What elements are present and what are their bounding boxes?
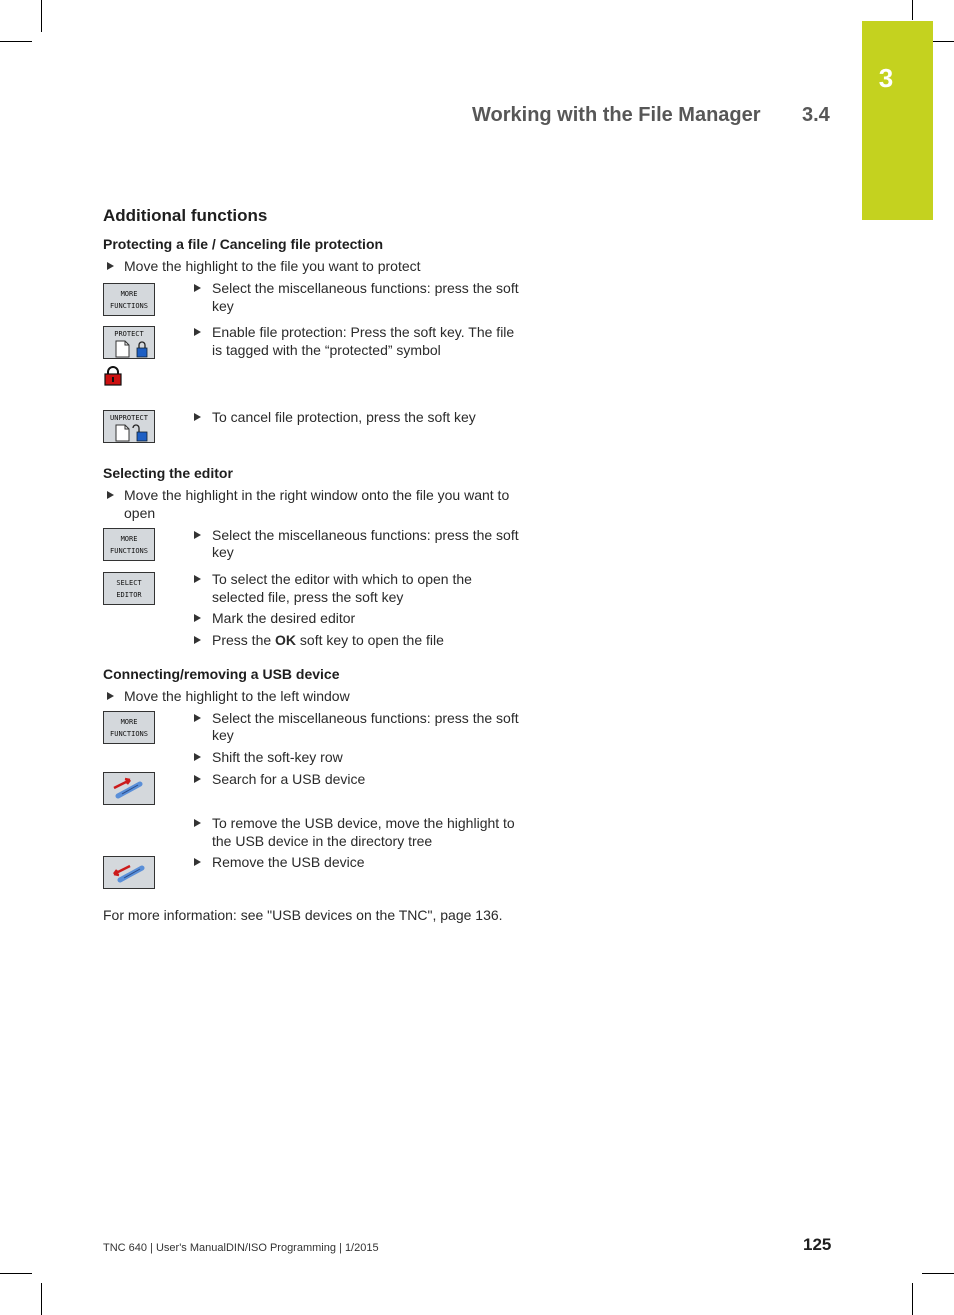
section-heading: Additional functions [103, 206, 268, 225]
chapter-tab [862, 21, 933, 220]
page-header-title: Working with the File Manager [472, 104, 761, 126]
bullet-arrow-icon [107, 692, 114, 700]
bullet-arrow-icon [107, 491, 114, 499]
bullet-arrow-icon [194, 328, 201, 336]
usb-step-1: Move the highlight to the left window [124, 688, 350, 704]
bullet-arrow-icon [194, 753, 201, 761]
footer-text: TNC 640 | User's ManualDIN/ISO Programming | 1/2015 [103, 1242, 379, 1254]
bullet-arrow-icon [194, 614, 201, 622]
crop-mark [41, 1283, 42, 1315]
more-info-text: For more information: see "USB devices on the TNC", page 136. [103, 907, 503, 923]
usb-heading: Connecting/removing a USB device [103, 666, 340, 682]
softkey-label: MORE [120, 535, 138, 543]
usb-connect-icon [110, 776, 150, 802]
usb-step-2b: key [212, 727, 234, 743]
protected-lock-icon [103, 366, 123, 386]
editor-step-1b: open [124, 505, 156, 521]
more-functions-softkey[interactable] [103, 283, 155, 316]
more-functions-softkey[interactable] [103, 528, 155, 561]
crop-mark [41, 0, 42, 32]
editor-heading: Selecting the editor [103, 465, 233, 481]
protect-softkey[interactable] [103, 326, 155, 359]
usb-step-2a: Select the miscellaneous functions: press the soft [212, 710, 519, 726]
editor-step-2a: Select the miscellaneous functions: press the soft [212, 527, 519, 543]
bullet-arrow-icon [194, 636, 201, 644]
editor-step-2b: key [212, 544, 234, 560]
crop-mark [912, 0, 913, 20]
editor-step-4: Mark the desired editor [212, 610, 356, 626]
editor-step-1a: Move the highlight in the right window onto the file you want to [124, 487, 510, 503]
softkey-label: UNPROTECT [110, 414, 148, 422]
editor-step-3a: To select the editor with which to open the [212, 571, 472, 587]
protect-step-2b: key [212, 298, 234, 314]
protect-step-1: Move the highlight to the file you want to protect [124, 258, 421, 274]
bullet-arrow-icon [194, 714, 201, 722]
protect-heading: Protecting a file / Canceling file protection [103, 236, 384, 252]
page-header-section: 3.4 [802, 104, 830, 126]
softkey-label: FUNCTIONS [110, 730, 148, 738]
usb-step-5b: the USB device in the directory tree [212, 833, 433, 849]
search-usb-softkey[interactable] [103, 772, 155, 805]
crop-mark [0, 41, 32, 42]
softkey-label: FUNCTIONS [110, 302, 148, 310]
usb-step-3: Shift the soft-key row [212, 749, 343, 765]
bullet-arrow-icon [194, 284, 201, 292]
remove-usb-softkey[interactable] [103, 856, 155, 889]
ok-key-label: OK [275, 632, 297, 648]
usb-step-5a: To remove the USB device, move the highlight to [212, 815, 515, 831]
usb-remove-icon [110, 860, 150, 886]
softkey-label: MORE [120, 290, 138, 298]
bullet-arrow-icon [194, 531, 201, 539]
editor-step-5-pre: Press the [212, 632, 276, 648]
softkey-label: SELECT [116, 579, 142, 587]
softkey-label: PROTECT [114, 330, 144, 338]
bullet-arrow-icon [194, 775, 201, 783]
file-lock-icon [114, 340, 148, 358]
bullet-arrow-icon [194, 819, 201, 827]
editor-step-5 [212, 631, 444, 649]
crop-mark [0, 1273, 32, 1274]
unprotect-softkey[interactable] [103, 410, 155, 443]
softkey-label: FUNCTIONS [110, 547, 148, 555]
bullet-arrow-icon [194, 858, 201, 866]
editor-step-5-post: soft key to open the file [296, 632, 444, 648]
more-functions-softkey[interactable] [103, 711, 155, 744]
softkey-label: MORE [120, 718, 138, 726]
bullet-arrow-icon [194, 575, 201, 583]
page-number: 125 [803, 1235, 832, 1254]
chapter-number: 3 [878, 63, 894, 93]
usb-step-6: Remove the USB device [212, 854, 365, 870]
crop-mark [922, 1273, 954, 1274]
softkey-label: EDITOR [116, 591, 142, 599]
file-unlock-icon [114, 424, 148, 442]
crop-mark [912, 1283, 913, 1315]
protect-step-3a: Enable file protection: Press the soft key. The file [212, 324, 515, 340]
usb-step-4: Search for a USB device [212, 771, 366, 787]
editor-step-3b: selected file, press the soft key [212, 589, 404, 605]
protect-step-3b: is tagged with the “protected” symbol [212, 342, 441, 358]
protect-step-4: To cancel file protection, press the soft key [212, 409, 476, 425]
protect-step-2a: Select the miscellaneous functions: press the soft [212, 280, 519, 296]
bullet-arrow-icon [107, 262, 114, 270]
bullet-arrow-icon [194, 413, 201, 421]
select-editor-softkey[interactable] [103, 572, 155, 605]
